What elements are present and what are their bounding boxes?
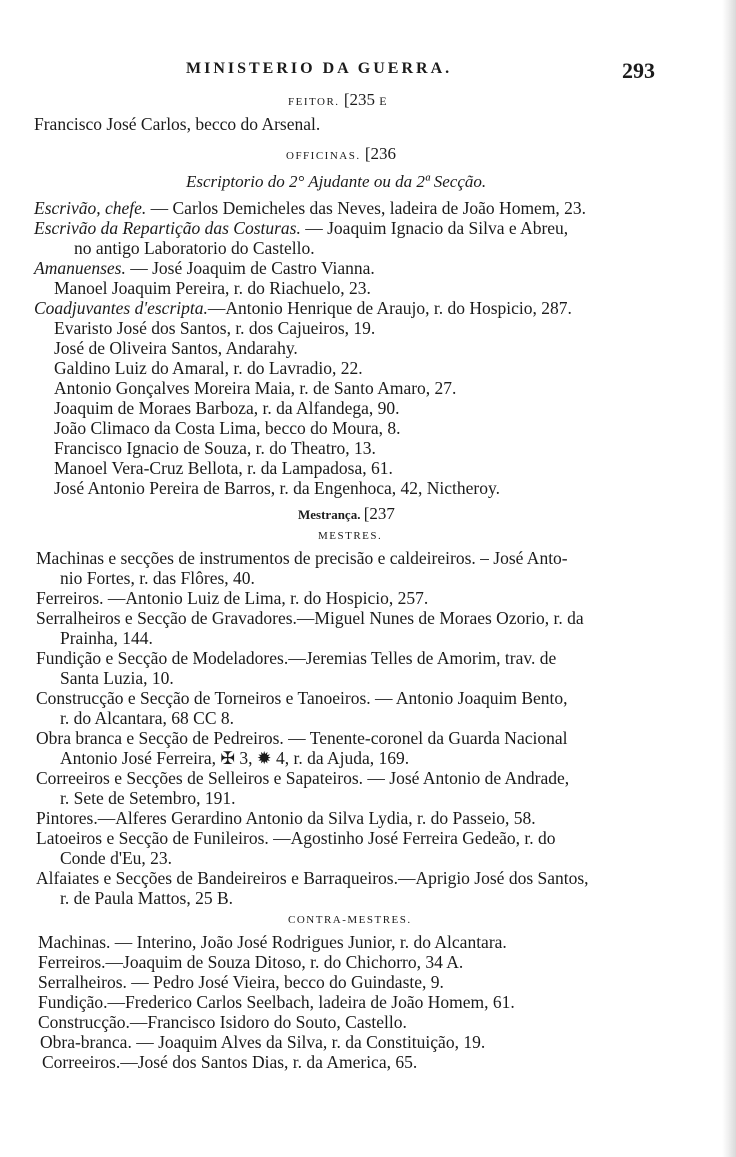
running-head: MINISTERIO DA GUERRA.	[186, 60, 453, 77]
contra-mestre-line: Serralheiros. — Pedro José Vieira, becco do Guindaste, 9.	[38, 972, 444, 992]
mestres-line: Pintores.—Alferes Gerardino Antonio da Silva Lydia, r. do Passeio, 58.	[36, 808, 536, 828]
section-title: Escriptorio do 2° Ajudante ou da 2ª Secção.	[186, 172, 487, 191]
coadjuvante-entry: José Antonio Pereira de Barros, r. da Engenhoca, 42, Nictheroy.	[54, 478, 500, 498]
coadjuvantes-text: —Antonio Henrique de Araujo, r. do Hospicio, 287.	[207, 298, 572, 318]
mestres-line: r. do Alcantara, 68 CC 8.	[60, 708, 235, 728]
mestres-heading: MESTRES.	[318, 530, 383, 542]
mestres-line: Santa Luzia, 10.	[60, 668, 174, 688]
feitor-ref: [235 e	[343, 90, 387, 109]
escrivao-label: Escrivão, chefe.	[34, 198, 147, 218]
mestranca-heading-line	[298, 504, 395, 524]
mestres-line: Obra branca e Secção de Pedreiros. — Tenente-coronel da Guarda Nacional	[36, 728, 568, 748]
coadjuvante-entry: Francisco Ignacio de Souza, r. do Theatro, 13.	[54, 438, 376, 458]
contra-mestre-line: Ferreiros.—Joaquim de Souza Ditoso, r. do Chichorro, 34 A.	[38, 952, 464, 972]
coadjuvantes-label: Coadjuvantes d'escripta.	[34, 298, 208, 318]
mestres-line: Construcção e Secção de Torneiros e Tanoeiros. — Antonio Joaquim Bento,	[36, 688, 568, 708]
contra-mestre-line: Fundição.—Frederico Carlos Seelbach, ladeira de João Homem, 61.	[38, 992, 515, 1012]
coadjuvante-entry: Evaristo José dos Santos, r. dos Cajueiros, 19.	[54, 318, 376, 338]
coadjuvante-entry: José de Oliveira Santos, Andarahy.	[54, 338, 298, 358]
mestres-line: nio Fortes, r. das Flôres, 40.	[60, 568, 255, 588]
feitor-entry: Francisco José Carlos, becco do Arsenal.	[34, 114, 321, 134]
page-edge	[722, 0, 736, 1157]
mestres-line: r. de Paula Mattos, 25 B.	[60, 888, 234, 908]
coadjuvante-entry: João Climaco da Costa Lima, becco do Moura, 8.	[54, 418, 401, 438]
contra-mestre-line: Correeiros.—José dos Santos Dias, r. da America, 65.	[42, 1052, 418, 1072]
coadjuvante-entry: Antonio Gonçalves Moreira Maia, r. de Santo Amaro, 27.	[54, 378, 457, 398]
mestres-line: Latoeiros e Secção de Funileiros. —Agostinho José Ferreira Gedeão, r. do	[36, 828, 556, 848]
feitor-heading: FEITOR.	[288, 96, 340, 108]
mestranca-heading: Mestrança.	[298, 507, 361, 522]
mestres-line: Machinas e secções de instrumentos de precisão e caldeireiros. – José Anto-	[36, 548, 568, 568]
officinas-heading: OFFICINAS.	[286, 150, 361, 162]
mestres-line: Correeiros e Secções de Selleiros e Sapateiros. — José Antonio de Andrade,	[36, 768, 570, 788]
contra-mestre-line: Construcção.—Francisco Isidoro do Souto, Castello.	[38, 1012, 407, 1032]
mestres-line: Prainha, 144.	[60, 628, 153, 648]
officinas-ref: [236	[364, 144, 397, 163]
officinas-heading-line	[286, 144, 396, 164]
coadjuvante-entry: Galdino Luiz do Amaral, r. do Lavradio, 22.	[54, 358, 363, 378]
coadjuvante-entry: Manoel Vera-Cruz Bellota, r. da Lampadosa, 61.	[54, 458, 393, 478]
mestres-line: Antonio José Ferreira, ✠ 3, ✹ 4, r. da Ajuda, 169.	[60, 748, 410, 768]
escrivao-rep-label: Escrivão da Repartição das Costuras.	[34, 218, 301, 238]
contra-mestres-heading: CONTRA-MESTRES.	[288, 914, 412, 926]
page-number: 293	[622, 58, 655, 83]
mestres-line: Fundição e Secção de Modeladores.—Jeremias Telles de Amorim, trav. de	[36, 648, 557, 668]
mestres-line: Alfaiates e Secções de Bandeireiros e Barraqueiros.—Aprigio José dos Santos,	[36, 868, 589, 888]
mestres-line: Serralheiros e Secção de Gravadores.—Miguel Nunes de Moraes Ozorio, r. da	[36, 608, 584, 628]
mestres-line: Ferreiros. —Antonio Luiz de Lima, r. do Hospicio, 257.	[36, 588, 429, 608]
amanuenses-label: Amanuenses.	[34, 258, 126, 278]
amanuenses-text: — José Joaquim de Castro Vianna.	[125, 258, 375, 278]
page-header	[0, 58, 736, 86]
coadjuvante-entry: Joaquim de Moraes Barboza, r. da Alfandega, 90.	[54, 398, 400, 418]
amanuense-2: Manoel Joaquim Pereira, r. do Riachuelo, 23.	[54, 278, 371, 298]
mestranca-ref: [237	[363, 504, 395, 523]
escrivao-line	[34, 198, 586, 218]
mestres-line: r. Sete de Setembro, 191.	[60, 788, 236, 808]
contra-mestre-line: Machinas. — Interino, João José Rodrigues Junior, r. do Alcantara.	[38, 932, 507, 952]
contra-mestre-line: Obra-branca. — Joaquim Alves da Silva, r. da Constituição, 19.	[40, 1032, 486, 1052]
feitor-heading-line	[288, 90, 387, 110]
escrivao-rep-cont: no antigo Laboratorio do Castello.	[74, 238, 315, 258]
coadjuvantes-line	[34, 298, 572, 318]
escrivao-text: — Carlos Demicheles das Neves, ladeira de João Homem, 23.	[146, 198, 587, 218]
amanuenses-line	[34, 258, 375, 278]
escrivao-rep-line	[34, 218, 568, 238]
escrivao-rep-text: — Joaquim Ignacio da Silva e Abreu,	[300, 218, 569, 238]
mestres-line: Conde d'Eu, 23.	[60, 848, 173, 868]
